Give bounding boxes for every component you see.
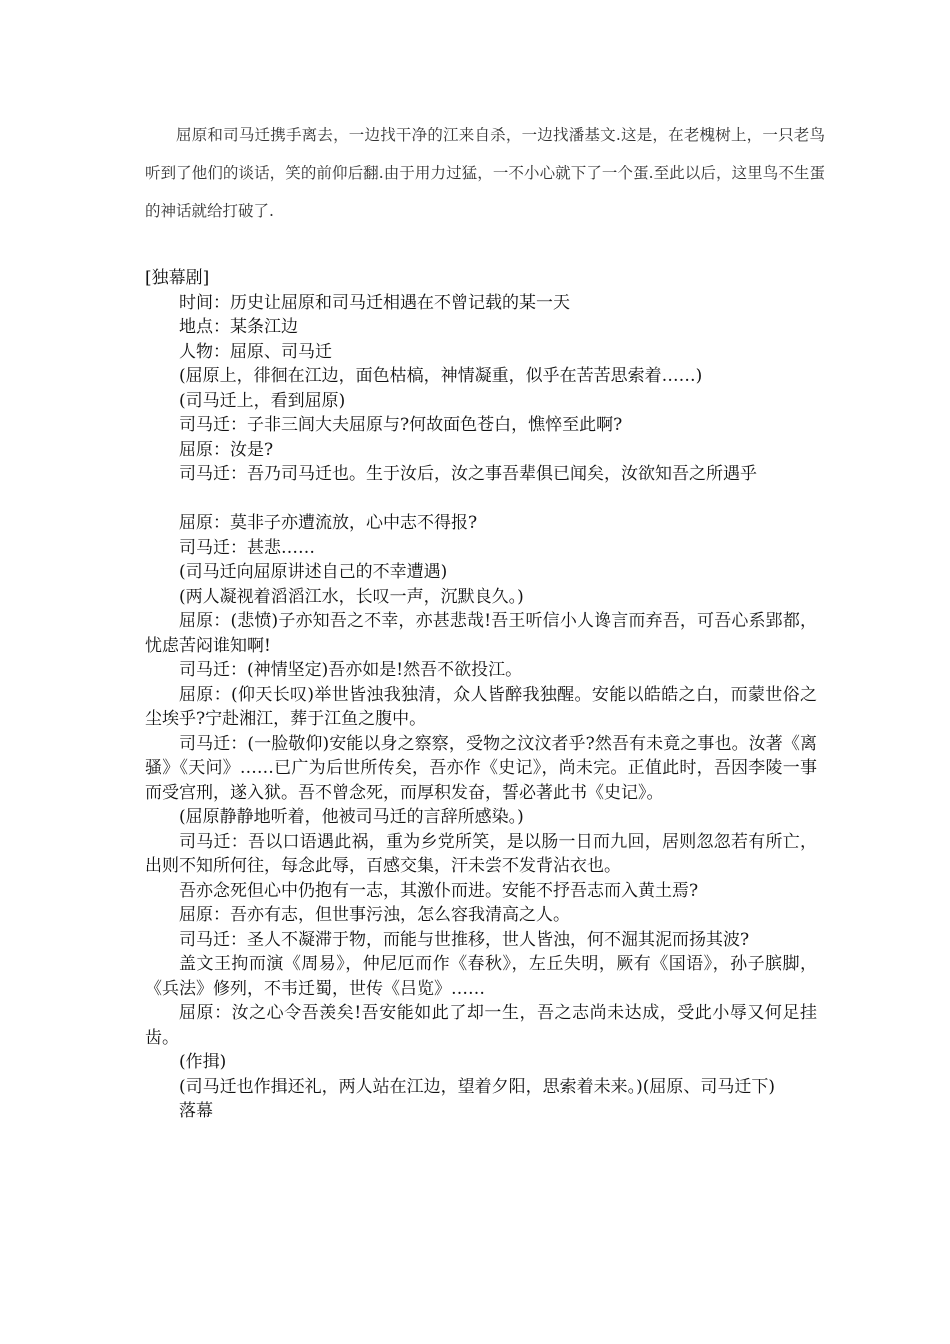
drama-genre-tag: [独幕剧] xyxy=(145,268,210,288)
stage-direction: (屈原静静地听着，他被司马迁的言辞所感染。) xyxy=(179,807,524,827)
dialogue-line: 司马迁：(神情坚定)吾亦如是!然吾不欲投江。 xyxy=(179,660,523,680)
dialogue-line: 司马迁：(一脸敬仰)安能以身之察察，受物之汶汶者乎?然吾有未竟之事也。汝著《离骚》《天问》……已广为后世所传矣，吾亦作《史记》，尚未完。正值此时，吾因李陵一事而受宫刑，遂入狱。吾不曾念死，而厚积发奋，誓必著此书《史记》。 xyxy=(145,733,817,803)
dialogue-line: 司马迁：吾乃司马迁也。生于汝后，汝之事吾辈俱已闻矣，汝欲知吾之所遇乎 xyxy=(179,464,757,484)
dialogue-line: 司马迁：吾以口语遇此祸，重为乡党所笑，是以肠一日而九回，居则忽忽若有所亡，出则不知所何往，每念此辱，百感交集，汗未尝不发背沾衣也。 xyxy=(145,831,817,876)
stage-direction: (司马迁上，看到屈原) xyxy=(179,390,346,411)
dialogue-line: 司马迁：子非三闾大夫屈原与?何故面色苍白，憔悴至此啊? xyxy=(179,415,623,435)
blank-line xyxy=(145,487,817,512)
stage-direction: (司马迁也作揖还礼，两人站在江边，望着夕阳，思索着未来。)(屈原、司马迁下) xyxy=(179,1076,776,1097)
drama-script xyxy=(145,266,817,1124)
dialogue-line: 屈原：汝是? xyxy=(179,439,274,460)
dialogue-line: 盖文王拘而演《周易》，仲尼厄而作《春秋》，左丘失明，厥有《国语》，孙子膑脚，《兵法》修列，不韦迁蜀，世传《吕览》…… xyxy=(145,954,817,999)
dialogue-line: 屈原：(悲愤)子亦知吾之不幸，亦甚悲哉!吾王听信小人谗言而弃吾，可吾心系郢都，忧虑苦闷谁知啊! xyxy=(145,611,817,656)
dialogue-line: 屈原：(仰天长叹)举世皆浊我独清，众人皆醉我独醒。安能以皓皓之白，而蒙世俗之尘埃乎?宁赴湘江，葬于江鱼之腹中。 xyxy=(145,684,817,729)
stage-direction: (两人凝视着滔滔江水，长叹一声，沉默良久。) xyxy=(179,586,524,607)
stage-direction: (作揖) xyxy=(179,1052,227,1072)
stage-direction: (司马迁向屈原讲述自己的不幸遭遇) xyxy=(179,562,448,582)
dialogue-line: 吾亦念死但心中仍抱有一志，其激仆而进。安能不抒吾志而入黄土焉? xyxy=(179,880,699,901)
drama-place-line: 地点：某条江边 xyxy=(179,317,298,337)
drama-time-line: 时间：历史让屈原和司马迁相遇在不曾记载的某一天 xyxy=(179,292,570,313)
stage-direction: (屈原上，徘徊在江边，面色枯槁，神情凝重，似乎在苦苦思索着……) xyxy=(179,366,703,386)
dialogue-line: 屈原：汝之心令吾羡矣!吾安能如此了却一生，吾之志尚未达成，受此小辱又何足挂齿。 xyxy=(145,1003,817,1048)
dialogue-line: 屈原：莫非子亦遭流放，心中志不得报? xyxy=(179,513,478,533)
intro-paragraph: 屈原和司马迁携手离去，一边找干净的江来自杀，一边找潘基文.这是，在老槐树上，一只老鸟听到了他们的谈话，笑的前仰后翻.由于用力过猛，一不小心就下了一个蛋.至此以后，这里鸟不生蛋的神话就给打破了. xyxy=(145,126,825,220)
curtain-line: 落幕 xyxy=(179,1101,213,1121)
dialogue-line: 屈原：吾亦有志，但世事污浊，怎么容我清高之人。 xyxy=(179,905,570,925)
drama-characters-line: 人物：屈原、司马迁 xyxy=(179,341,332,362)
dialogue-line: 司马迁：圣人不凝滞于物，而能与世推移，世人皆浊，何不淈其泥而扬其波? xyxy=(179,929,750,950)
dialogue-line: 司马迁：甚悲…… xyxy=(179,537,315,558)
